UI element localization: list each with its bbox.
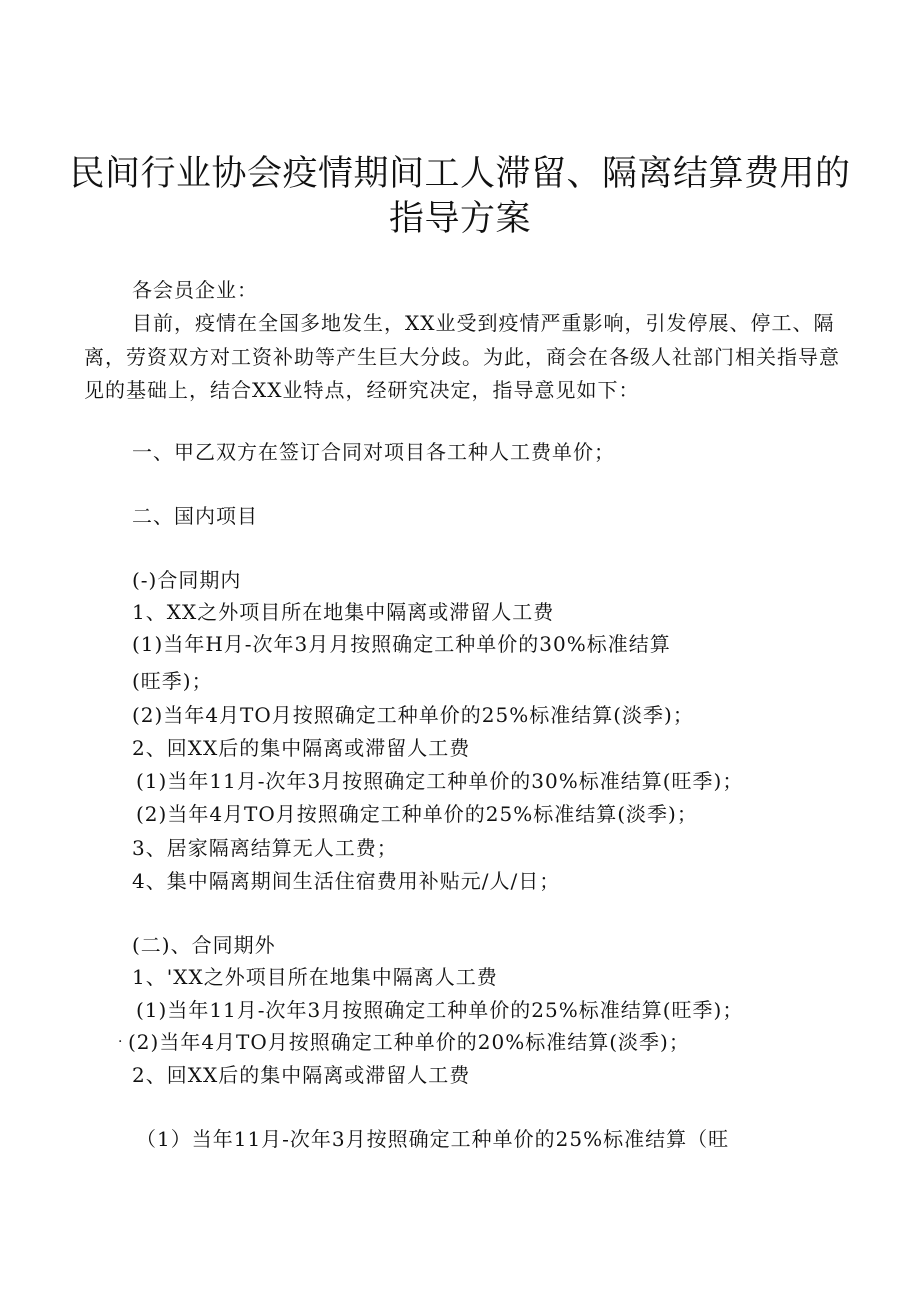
section-2-heading: 二、国内项目 (132, 504, 258, 528)
sub1-item4: 4、集中隔离期间生活住宿费用补贴元/人/日； (132, 869, 561, 893)
sub2-item2: 2、回XX后的集中隔离或滞留人工费 (132, 1063, 471, 1087)
sub2-item1-b: (2)当年4月TO月按照确定工种单价的20%标准结算(淡季)； (128, 1030, 690, 1054)
sub1-item1: 1、XX之外项目所在地集中隔离或滞留人工费 (132, 600, 555, 624)
document-title-line2: 指导方案 (388, 199, 531, 239)
sub1-item3: 3、居家隔离结算无人工费； (132, 836, 398, 860)
section-1-heading: 一、甲乙双方在签订合同对项目各工种人工费单价； (132, 440, 615, 464)
stray-mark: · (118, 1034, 124, 1050)
document-title-line1: 民间行业协会疫情期间工人滞留、隔离结算费用的 (69, 154, 851, 194)
sub1-item1-b: (2)当年4月TO月按照确定工种单价的25%标准结算(淡季)； (132, 703, 694, 727)
sub1-item2-a: (1)当年11月-次年3月按照确定工种单价的30%标准结算(旺季)； (136, 769, 744, 793)
sub1-item1-a: (1)当年H月-次年3月月按照确定工种单价的30%标准结算 (132, 632, 671, 656)
intro-paragraph: 目前，疫情在全国多地发生，XX业受到疫情严重影响，引发停展、停工、隔离，劳资双方对工资补助等产生巨大分歧。为此，商会在各级人社部门相关指导意见的基础上，结合XX业特点，经研究决定，指导意见如下： (84, 311, 840, 402)
subsection-2-heading: (二)、合同期外 (132, 933, 276, 957)
sub1-item2-b: (2)当年4月TO月按照确定工种单价的25%标准结算(淡季)； (136, 802, 698, 826)
sub2-item1: 1、'XX之外项目所在地集中隔离人工费 (132, 965, 498, 989)
sub2-item2-a: （1）当年11月-次年3月按照确定工种单价的25%标准结算（旺 (136, 1127, 730, 1151)
sub2-item1-a: (1)当年11月-次年3月按照确定工种单价的25%标准结算(旺季)； (136, 998, 744, 1022)
sub1-item1-a-cont: (旺季)； (132, 669, 213, 693)
salutation: 各会员企业： (132, 278, 258, 302)
sub1-item2: 2、回XX后的集中隔离或滞留人工费 (132, 736, 471, 760)
subsection-1-heading: (-)合同期内 (132, 568, 242, 592)
